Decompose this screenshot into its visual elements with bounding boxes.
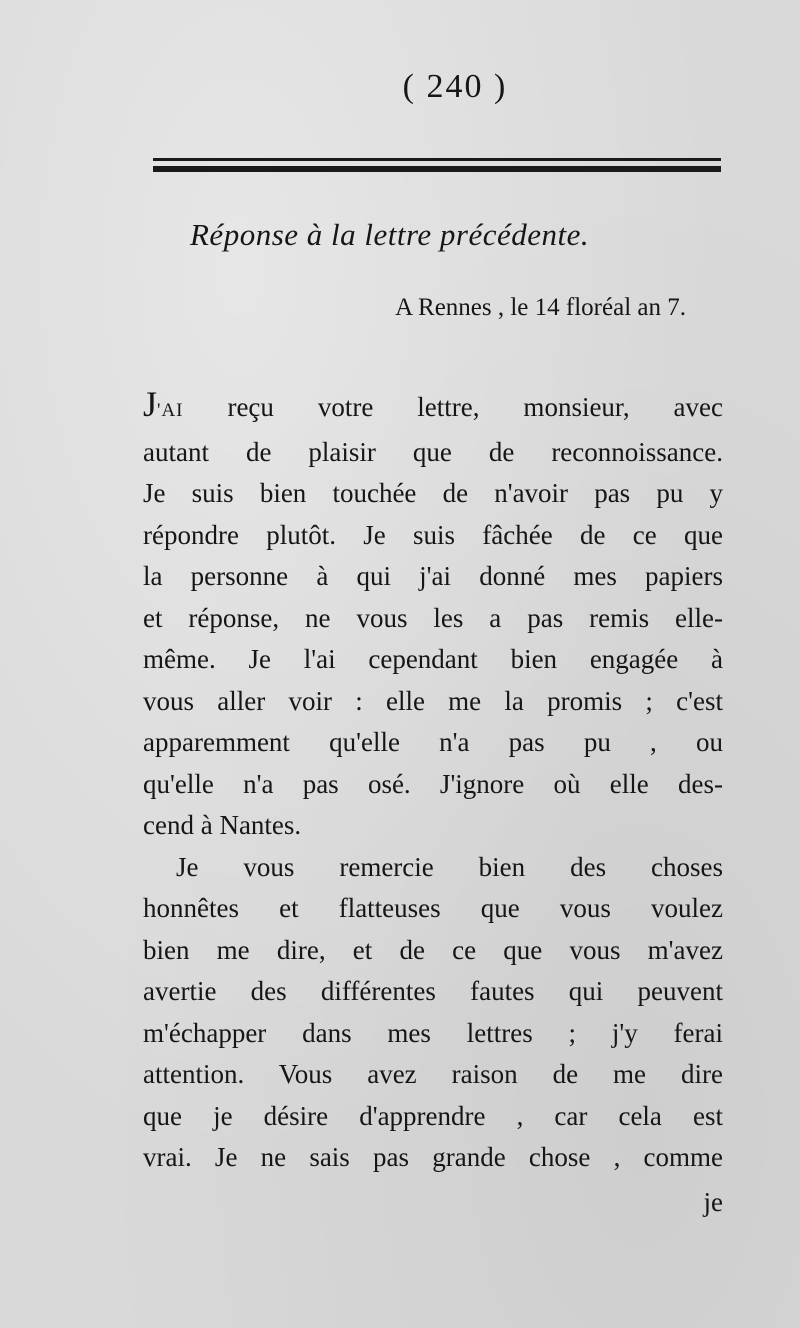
catchword: je [703, 1187, 723, 1217]
body-line-text: reçu votre lettre, monsieur, avec [183, 392, 723, 422]
body-line: bien me dire, et de ce que vous m'avez [143, 934, 723, 965]
body-line: et réponse, ne vous les a pas remis elle- [143, 602, 723, 633]
body-line: cend à Nantes. [143, 810, 302, 840]
body-line: honnêtes et flatteuses que vous voulez [143, 893, 723, 923]
body-line-paragraph-start: Je vous remercie bien des choses [176, 851, 723, 882]
body-line-first [143, 384, 723, 432]
body-line: apparemment qu'elle n'a pas pu , ou [143, 727, 723, 757]
body-line: la personne à qui j'ai donné mes papiers [143, 561, 723, 591]
body-line: même. Je l'ai cependant bien engagée à [143, 644, 723, 674]
small-caps-opening: 'AI [157, 400, 184, 421]
body-line: répondre plutôt. Je suis fâchée de ce que [143, 519, 723, 550]
page-number: ( 240 ) [402, 68, 508, 105]
body-line: vrai. Je ne sais pas grande chose , comme [143, 1142, 723, 1172]
dateline: A Rennes , le 14 floréal an 7. [395, 294, 686, 321]
body-line: qu'elle n'a pas osé. J'ignore où elle des- [143, 768, 723, 799]
drop-cap: J [143, 384, 158, 424]
letter-heading: Réponse à la lettre précédente. [190, 217, 590, 252]
header-rule-thick [153, 166, 721, 172]
body-line: avertie des différentes fautes qui peuvent [143, 976, 723, 1006]
body-line: que je désire d'apprendre , car cela est [143, 1100, 723, 1131]
body-line: attention. Vous avez raison de me dire [143, 1059, 723, 1089]
body-line: autant de plaisir que de reconnoissance. [143, 436, 723, 467]
letter-body [143, 384, 723, 1179]
body-line: Je suis bien touchée de n'avoir pas pu y [143, 478, 723, 508]
header-rule-thin [153, 158, 721, 161]
body-line: m'échapper dans mes lettres ; j'y ferai [143, 1017, 723, 1048]
body-line: vous aller voir : elle me la promis ; c'est [143, 685, 723, 716]
